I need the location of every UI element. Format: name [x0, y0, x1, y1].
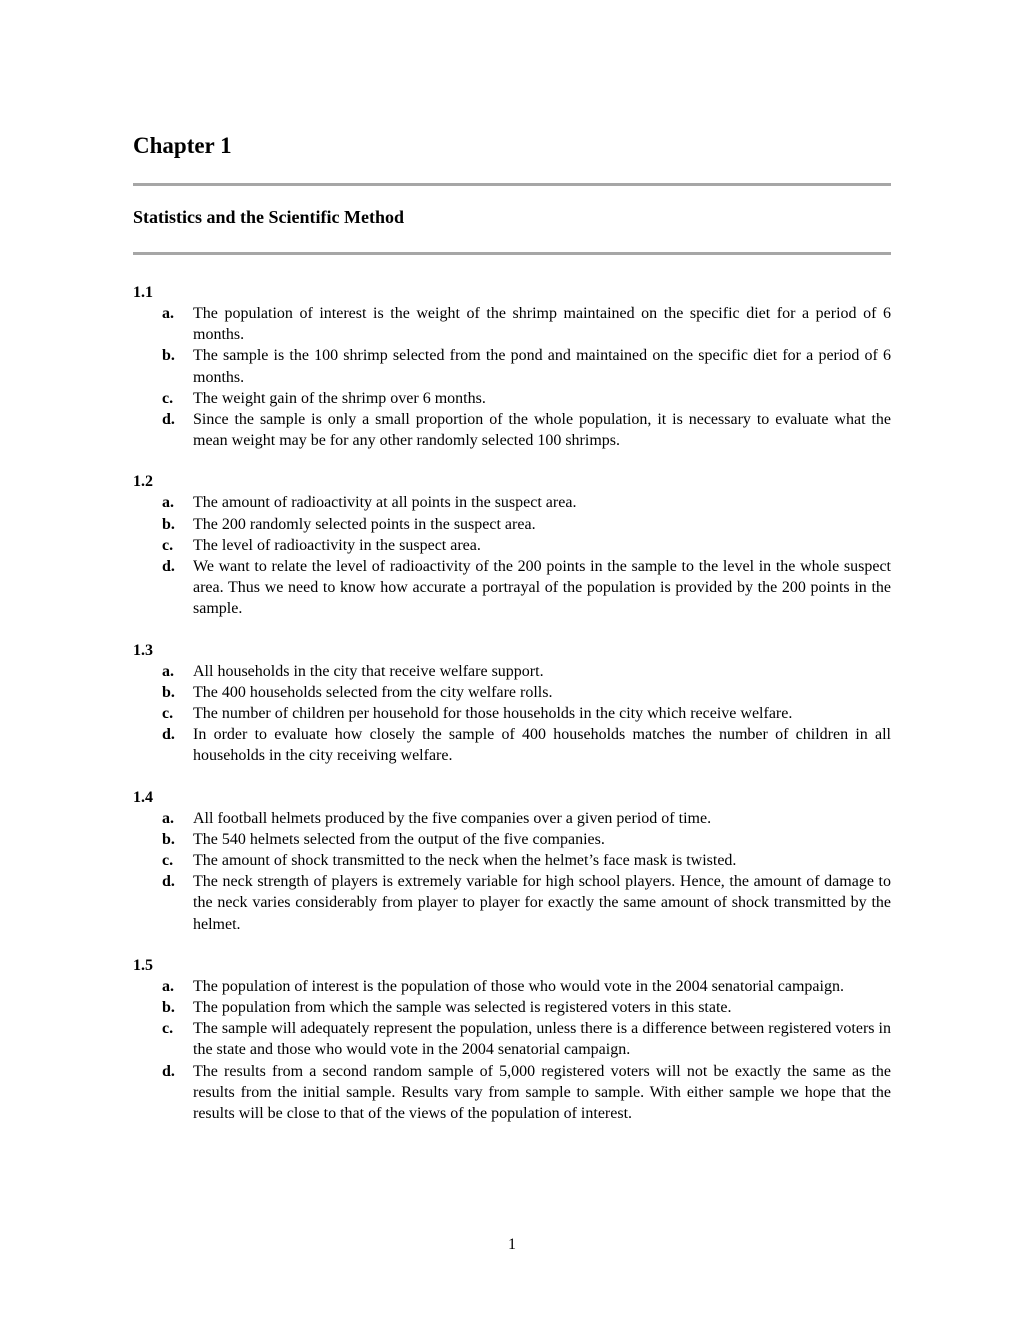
problem-part [133, 850, 891, 871]
page-number: 1 [508, 1236, 516, 1253]
part-text: The neck strength of players is extremely variable for high school players. Hence, the amount of damage to the neck varies considerably from player to player for exactly the same amount of shock transmitted by the helmet. [193, 873, 891, 933]
part-label: a. [162, 494, 174, 512]
problem-part [133, 492, 891, 513]
part-label: a. [162, 977, 174, 995]
problem-part [133, 871, 891, 935]
part-label: a. [162, 305, 174, 322]
part-label: b. [162, 683, 175, 701]
problem-part [133, 345, 891, 387]
problem-number: 1.2 [133, 473, 153, 491]
part-text: The sample will adequately represent the population, unless there is a difference between registered voters in the state and those who would vote in the 2004 senatorial campaign. [193, 1020, 891, 1059]
part-text: The 400 households selected from the city welfare rolls. [193, 683, 553, 701]
top-divider [133, 183, 891, 186]
problem-part [133, 997, 891, 1018]
problem-part [133, 661, 891, 682]
part-text: The 200 randomly selected points in the suspect area. [193, 515, 536, 533]
problem-part [133, 976, 891, 997]
part-label: b. [162, 515, 175, 533]
part-label: b. [162, 347, 175, 365]
problem-number: 1.4 [133, 788, 153, 806]
problem-part [133, 1018, 891, 1060]
problem-number: 1.5 [133, 956, 153, 974]
problem-part [133, 556, 891, 620]
problem-part [133, 808, 891, 829]
part-text: The population of interest is the population of those who would vote in the 2004 senatorial campaign. [193, 977, 844, 995]
part-text: The results from a second random sample of 5,000 registered voters will not be exactly the same as the results from the initial sample. Results vary from sample to sample. With either sample we hope that the results will be close to that of the views of the population of interest. [193, 1062, 891, 1123]
problem-part [133, 303, 891, 345]
part-label: d. [162, 558, 175, 576]
part-text: In order to evaluate how closely the sample of 400 households matches the number of children in all households in the city receiving welfare. [193, 726, 891, 765]
problem-part [133, 388, 891, 409]
part-label: c. [162, 536, 174, 554]
problem-part [133, 703, 891, 724]
problem-1-2 [133, 471, 891, 619]
part-text: The level of radioactivity in the suspect area. [193, 536, 481, 554]
chapter-title: Chapter 1 [133, 133, 232, 158]
problem-part [133, 535, 891, 556]
part-text: The amount of shock transmitted to the neck when the helmet’s face mask is twisted. [193, 852, 737, 870]
part-label: c. [162, 389, 174, 407]
part-label: c. [162, 852, 174, 870]
part-label: a. [162, 809, 174, 827]
part-text: The 540 helmets selected from the output of the five companies. [193, 830, 605, 848]
part-label: d. [162, 873, 175, 891]
problem-number: 1.3 [133, 641, 153, 659]
part-text: All households in the city that receive welfare support. [193, 662, 544, 680]
part-label: d. [162, 726, 175, 744]
problem-part [133, 829, 891, 850]
part-text: All football helmets produced by the five companies over a given period of time. [193, 809, 712, 827]
problem-part [133, 1061, 891, 1125]
part-text: The weight gain of the shrimp over 6 months. [193, 389, 486, 407]
part-text: The sample is the 100 shrimp selected from the pond and maintained on the specific diet for a period of 6 months. [193, 347, 891, 386]
part-text: The amount of radioactivity at all points in the suspect area. [193, 494, 577, 512]
section-title: Statistics and the Scientific Method [133, 207, 404, 227]
problem-1-5 [133, 955, 891, 1124]
part-label: c. [162, 705, 174, 723]
problem-1-3 [133, 640, 891, 767]
bottom-divider [133, 252, 891, 255]
part-text: Since the sample is only a small proportion of the whole population, it is necessary to evaluate what the mean weight may be for any other randomly selected 100 shrimps. [193, 411, 891, 450]
part-label: d. [162, 411, 175, 429]
part-label: c. [162, 1020, 174, 1038]
part-label: d. [162, 1062, 175, 1080]
problem-1-1 [133, 282, 891, 451]
part-text: The population of interest is the weight of the shrimp maintained on the specific diet for a period of 6 months. [193, 305, 891, 344]
part-text: The number of children per household for those households in the city which receive welfare. [193, 705, 793, 723]
part-text: The population from which the sample was selected is registered voters in this state. [193, 999, 732, 1017]
problem-1-4 [133, 787, 891, 935]
problem-list [133, 282, 891, 1144]
problem-part [133, 514, 891, 535]
part-label: b. [162, 999, 175, 1017]
problem-number: 1.1 [133, 284, 153, 301]
part-text: We want to relate the level of radioactivity of the 200 points in the sample to the level in the whole suspect area. Thus we need to know how accurate a portrayal of the population is provided by the 200 points in the sample. [193, 558, 891, 618]
problem-part [133, 682, 891, 703]
problem-part [133, 724, 891, 766]
part-label: b. [162, 830, 175, 848]
problem-part [133, 409, 891, 451]
part-label: a. [162, 662, 174, 680]
